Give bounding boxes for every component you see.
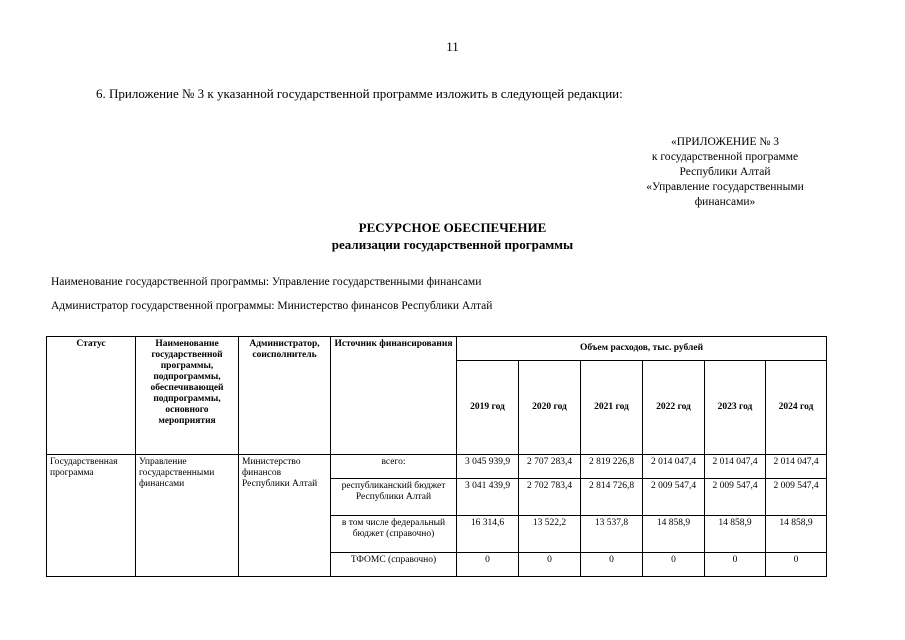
header-admin: Администратор, соисполнитель <box>239 337 331 455</box>
program-administrator: Администратор государственной программы: Министерство финансов Республики Алтай <box>51 300 493 312</box>
status-cell: Государственная программа <box>47 455 136 577</box>
value-cell: 2 814 726,8 <box>581 479 643 516</box>
value-cell: 2 014 047,4 <box>705 455 766 479</box>
value-cell: 2 009 547,4 <box>705 479 766 516</box>
header-row <box>47 337 827 361</box>
source-cell: республиканский бюджет Республики Алтай <box>331 479 457 516</box>
header-year: 2019 год <box>457 361 519 455</box>
program-name-cell: Управление государственными финансами <box>136 455 239 577</box>
header-expenses: Объем расходов, тыс. рублей <box>457 337 827 361</box>
value-cell: 0 <box>519 553 581 577</box>
value-cell: 2 819 226,8 <box>581 455 643 479</box>
appendix-header <box>618 135 832 210</box>
administrator-cell: Министерство финансов Республики Алтай <box>239 455 331 577</box>
source-cell: всего: <box>331 455 457 479</box>
header-name: Наименование государственной программы, подпрограммы, обеспечивающей подпрограммы, основного мероприятия <box>136 337 239 455</box>
appendix-line: финансами» <box>694 196 756 208</box>
value-cell: 0 <box>705 553 766 577</box>
value-cell: 3 041 439,9 <box>457 479 519 516</box>
value-cell: 0 <box>643 553 705 577</box>
page-number: 11 <box>446 39 459 54</box>
header-year: 2021 год <box>581 361 643 455</box>
header-year: 2024 год <box>766 361 827 455</box>
value-cell: 2 009 547,4 <box>766 479 827 516</box>
value-cell: 2 009 547,4 <box>643 479 705 516</box>
header-status: Статус <box>47 337 136 455</box>
value-cell: 13 537,8 <box>581 516 643 553</box>
value-cell: 16 314,6 <box>457 516 519 553</box>
appendix-line: «ПРИЛОЖЕНИЕ № 3 <box>670 136 779 148</box>
appendix-line: Республики Алтай <box>679 166 771 178</box>
value-cell: 2 702 783,4 <box>519 479 581 516</box>
appendix-line: «Управление государственными <box>646 181 804 193</box>
value-cell: 14 858,9 <box>766 516 827 553</box>
value-cell: 13 522,2 <box>519 516 581 553</box>
header-source: Источник финансирования <box>331 337 457 455</box>
title-line: реализации государственной программы <box>331 237 574 252</box>
value-cell: 0 <box>457 553 519 577</box>
value-cell: 14 858,9 <box>705 516 766 553</box>
appendix-line: к государственной программе <box>651 151 799 163</box>
document-title <box>0 219 905 253</box>
title-line: РЕСУРСНОЕ ОБЕСПЕЧЕНИЕ <box>358 220 547 235</box>
header-year: 2022 год <box>643 361 705 455</box>
source-cell: в том числе федеральный бюджет (справочно) <box>331 516 457 553</box>
intro-text: 6. Приложение № 3 к указанной государственной программе изложить в следующей редакции: <box>96 86 623 101</box>
value-cell: 2 707 283,4 <box>519 455 581 479</box>
value-cell: 14 858,9 <box>643 516 705 553</box>
value-cell: 0 <box>766 553 827 577</box>
table-row <box>47 455 827 479</box>
header-year: 2020 год <box>519 361 581 455</box>
value-cell: 2 014 047,4 <box>643 455 705 479</box>
resource-table <box>46 336 827 577</box>
program-name: Наименование государственной программы: Управление государственными финансами <box>51 276 482 288</box>
value-cell: 0 <box>581 553 643 577</box>
value-cell: 3 045 939,9 <box>457 455 519 479</box>
header-year: 2023 год <box>705 361 766 455</box>
source-cell: ТФОМС (справочно) <box>331 553 457 577</box>
value-cell: 2 014 047,4 <box>766 455 827 479</box>
